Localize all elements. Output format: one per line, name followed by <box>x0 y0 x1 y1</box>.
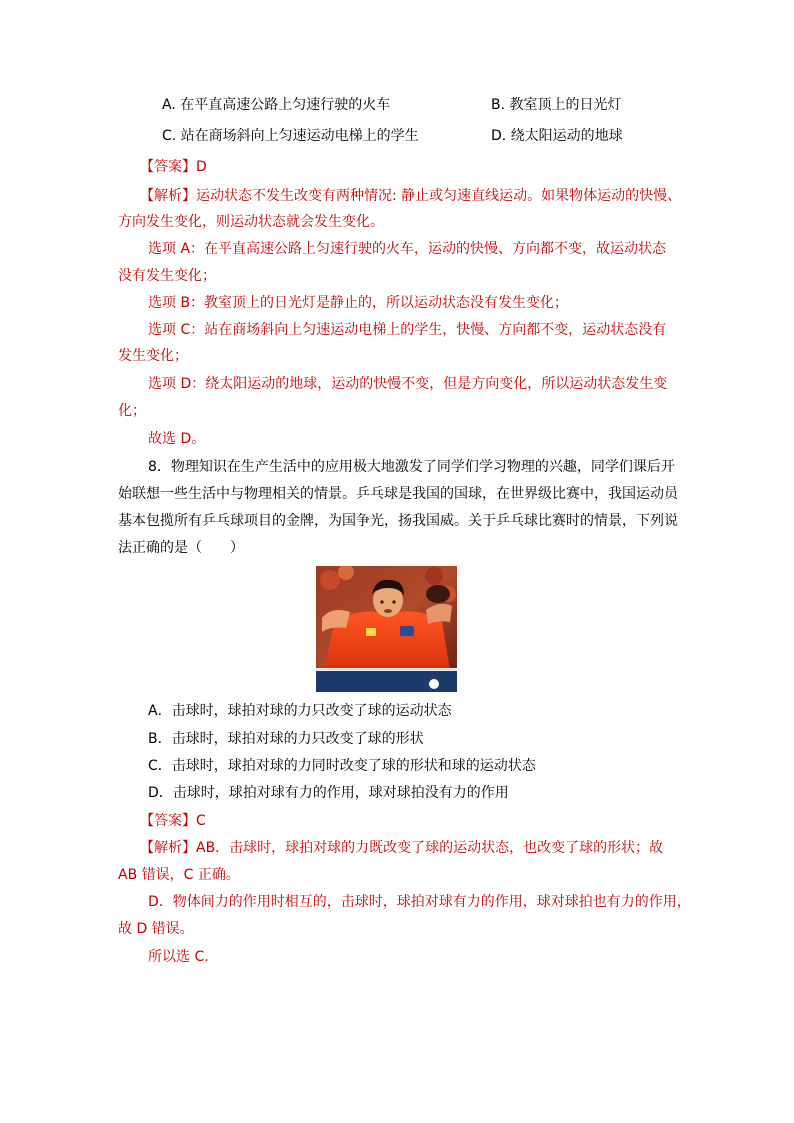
q8-answer-tag: 【答案】 <box>140 813 196 829</box>
q7-analysis-line-3: 选项 A：在平直高速公路上匀速行驶的火车，运动的快慢、方向都不变，故运动状态 <box>148 241 667 257</box>
q7-analysis-tag: 【解析】 <box>140 188 196 204</box>
q7-analysis-line-1 <box>140 186 681 206</box>
q8-analysis-tag: 【解析】 <box>140 840 196 856</box>
q8-answer-line <box>140 811 206 831</box>
q7-answer-line <box>140 157 207 177</box>
q7-analysis-line-7: 发生变化； <box>118 348 188 364</box>
q8-analysis-text: AB．击球时，球拍对球的力既改变了球的运动状态，也改变了球的形状；故 <box>196 840 664 856</box>
q8-stem-line-1: 8．物理知识在生产生活中的应用极大地激发了同学们学习物理的兴趣，同学们课后开 <box>148 459 675 475</box>
q7-analysis-line-4: 没有发生变化； <box>118 268 216 284</box>
q7-answer-value: D <box>196 159 207 175</box>
q8-option-b: B．击球时，球拍对球的力只改变了球的形状 <box>148 731 424 747</box>
q7-option-d: D. 绕太阳运动的地球 <box>491 128 623 144</box>
q7-answer-tag: 【答案】 <box>140 159 196 175</box>
q7-analysis-text: 运动状态不发生改变有两种情况: 静止或匀速直线运动。如果物体运动的快慢、 <box>196 188 682 204</box>
q8-analysis-line-1 <box>140 838 663 858</box>
q7-analysis-line-10: 故选 D。 <box>148 431 206 447</box>
q8-stem-line-3: 基本包揽所有乒乓球项目的金牌，为国争光，扬我国威。关于乒乓球比赛时的情景，下列说 <box>118 513 678 529</box>
q8-option-d: D．击球时，球拍对球有力的作用，球对球拍没有力的作用 <box>148 785 509 801</box>
q8-analysis-line-3: D．物体间力的作用时相互的，击球时，球拍对球有力的作用，球对球拍也有力的作用， <box>148 894 691 910</box>
q7-option-c: C. 站在商场斜向上匀速运动电梯上的学生 <box>162 128 419 144</box>
q7-analysis-line-6: 选项 C：站在商场斜向上匀速运动电梯上的学生，快慢、方向都不变，运动状态没有 <box>148 322 667 338</box>
q7-analysis-line-9: 化； <box>118 403 146 419</box>
table-tennis-player-photo <box>316 566 457 692</box>
q7-analysis-line-2: 方向发生变化，则运动状态就会发生变化。 <box>118 214 384 230</box>
q7-analysis-line-5: 选项 B：教室顶上的日光灯是静止的，所以运动状态没有发生变化； <box>148 295 569 311</box>
q8-analysis-line-2: AB 错误，C 正确。 <box>118 867 240 883</box>
q8-stem-line-2: 始联想一些生活中与物理相关的情景。乒乓球是我国的国球，在世界级比赛中，我国运动员 <box>118 486 678 502</box>
q7-option-b: B. 教室顶上的日光灯 <box>491 97 622 113</box>
q8-analysis-line-4: 故 D 错误。 <box>118 921 194 937</box>
q8-option-c: C．击球时，球拍对球的力同时改变了球的形状和球的运动状态 <box>148 758 536 774</box>
q8-option-a: A．击球时，球拍对球的力只改变了球的运动状态 <box>148 703 452 719</box>
q8-analysis-line-5: 所以选 C. <box>148 949 209 965</box>
q7-analysis-line-8: 选项 D：绕太阳运动的地球，运动的快慢不变，但是方向变化，所以运动状态发生变 <box>148 376 668 392</box>
q8-stem-line-4: 法正确的是（ ） <box>118 540 244 556</box>
q7-option-a: A. 在平直高速公路上匀速行驶的火车 <box>162 97 391 113</box>
q8-answer-value: C <box>196 813 206 829</box>
